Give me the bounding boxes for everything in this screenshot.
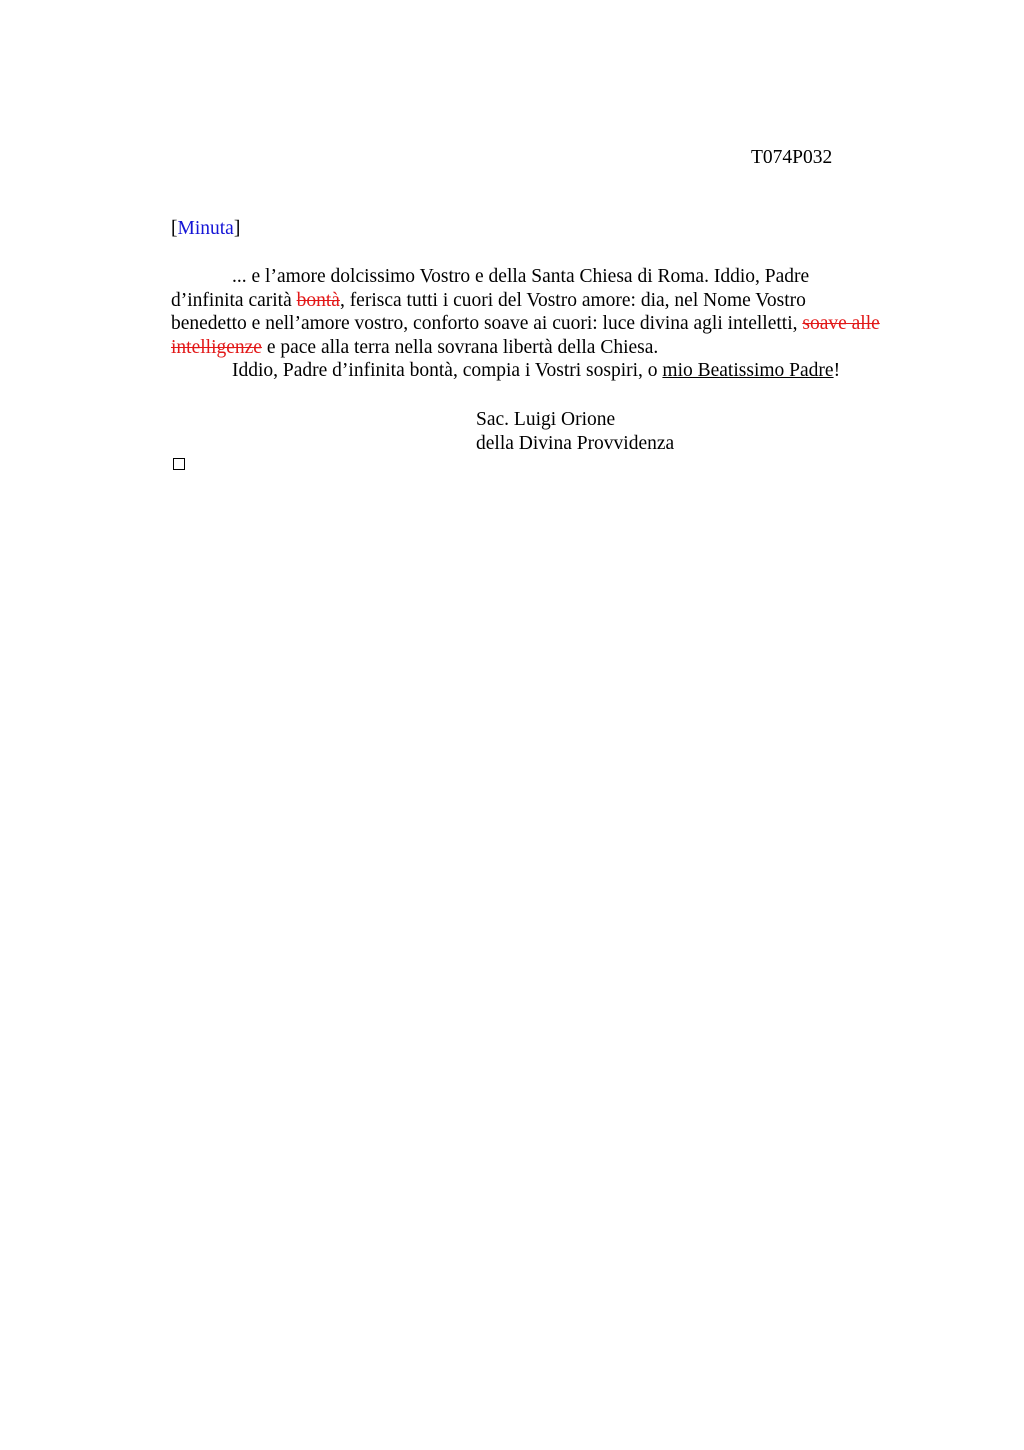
paragraph1-line4 bbox=[171, 336, 941, 360]
signature-title: della Divina Provvidenza bbox=[476, 432, 675, 454]
label-text: Minuta bbox=[177, 218, 234, 239]
line2-text-a: d’infinita carità bbox=[171, 289, 297, 311]
paragraph1-line3 bbox=[171, 312, 941, 336]
deleted-word-bonta: bontà bbox=[296, 289, 340, 311]
paragraph2 bbox=[171, 359, 941, 383]
letter-body bbox=[171, 265, 941, 383]
line3-text-a: benedetto e nell’amore vostro, conforto soave ai cuori: luce divina agli intelletti, bbox=[171, 313, 803, 335]
paragraph1-line1: ... e l’amore dolcissimo Vostro e della Santa Chiesa di Roma. Iddio, Padre bbox=[232, 266, 810, 287]
underlined-phrase: mio Beatissimo Padre bbox=[662, 360, 834, 382]
line4-text-b: e pace alla terra nella sovrana libertà della Chiesa. bbox=[261, 336, 659, 358]
paragraph2-text-b: ! bbox=[833, 360, 841, 382]
deleted-phrase-soave-alle: soave alle bbox=[802, 313, 880, 335]
paragraph1-line2 bbox=[171, 289, 941, 313]
line2-text-b: , ferisca tutti i cuori del Vostro amore: dia, nel Nome Vostro bbox=[339, 289, 806, 311]
signature-block bbox=[476, 408, 674, 455]
label-close-bracket: ] bbox=[233, 218, 241, 239]
deleted-word-intelligenze: intelligenze bbox=[171, 336, 262, 358]
minuta-label bbox=[171, 218, 240, 240]
end-square-mark bbox=[173, 458, 185, 470]
document-id: T074P032 bbox=[751, 147, 833, 168]
signature-name: Sac. Luigi Orione bbox=[476, 409, 616, 430]
paragraph2-text-a: Iddio, Padre d’infinita bontà, compia i Vostri sospiri, o bbox=[232, 360, 663, 382]
label-open-bracket: [ bbox=[171, 218, 178, 239]
